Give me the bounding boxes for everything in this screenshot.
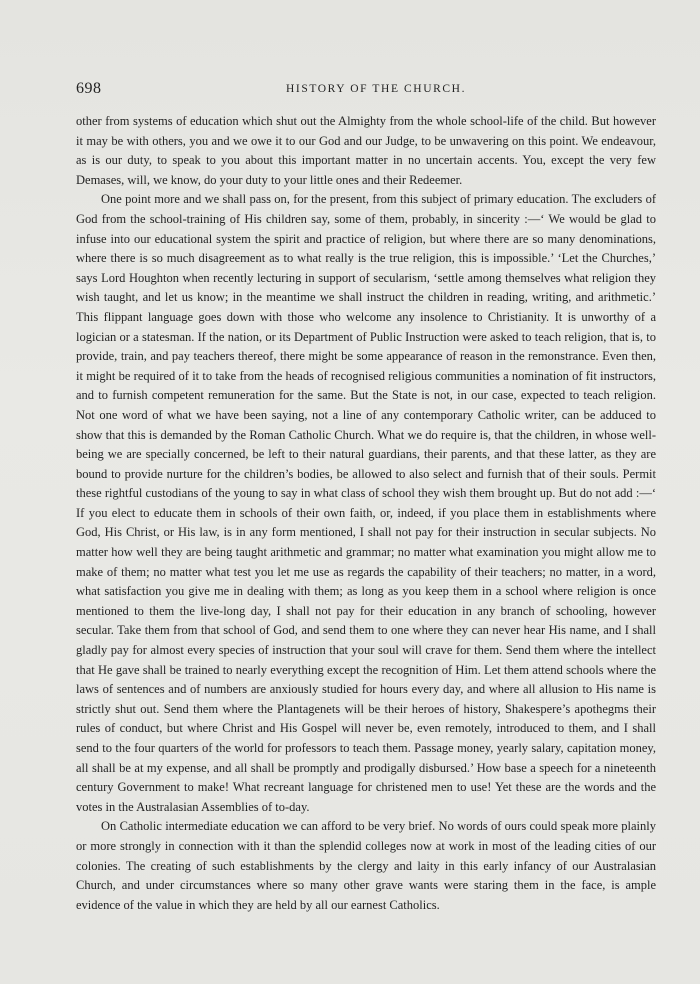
page-number: 698	[76, 80, 102, 97]
body-text	[76, 112, 656, 915]
running-head: HISTORY OF THE CHURCH.	[286, 83, 467, 95]
paragraph-continued: other from systems of education which shut out the Almighty from the whole school-life of the child. But however it may be with others, you and we owe it to our God and our Judge, to be unwavering on this point. We endeavour, as is our duty, to speak to you about this important matter in no uncertain accents. You, except the very few Demases, will, we know, do your duty to your little ones and their Redeemer.	[76, 114, 656, 187]
page-header	[76, 80, 656, 100]
paragraph-intermediate-education: On Catholic intermediate education we can afford to be very brief. No words of ours could speak more plainly or more strongly in connection with it than the splendid colleges now at work in most of the leading cities of our colonies. The creating of such establishments by the clergy and laity in this early infancy of our Australasian Church, and under circumstances where so many other grave wants were staring them in the face, is ample evidence of the value in which they are held by all our earnest Catholics.	[76, 819, 656, 912]
paragraph-primary-education: One point more and we shall pass on, for the present, from this subject of primary education. The excluders of God from the school-training of His children say, some of them, probably, in sincerity :—‘ We would be glad to infuse into our educational system the spirit and practice of religion, but where there are so many denominations, where there is so much disagreement as to what really is the true religion, this is impossible.’ ‘Let the Churches,’ says Lord Houghton when recently lecturing in support of secularism, ‘settle among themselves what religion they wish taught, and let us know; in the meantime we shall instruct the children in reading, writing, and arithmetic.’ This flippant language goes down with those who welcome any insolence to Christianity. It is unworthy of a logician or a statesman. If the nation, or its Department of Public Instruction were asked to teach religion, that is, to provide, train, and pay teachers thereof, there might be some appearance of reason in the remonstrance. Even then, it might be required of it to take from the heads of recognised religious communities a nomination of fit instructors, and to furnish competent remuneration for the same. But the State is not, in our case, expected to teach religion. Not one word of what we have been saying, not a line of any contemporary Catholic writer, can be adduced to show that this is demanded by the Roman Catholic Church. What we do require is, that the children, in whose well-being we are specially concerned, be left to their natural guardians, their parents, and that these latter, as they are bound to provide nurture for the children’s bodies, be allowed to also select and furnish that of their souls. Permit these rightful custodians of the young to say in what class of school they wish them brought up. But do not add :—‘ If you elect to educate them in schools of their own faith, or, indeed, if you place them in establishments where God, His Christ, or His law, is in any form mentioned, I shall not pay for their instruction in secular subjects. No matter how well they are being taught arithmetic and grammar; no matter what examination you might allow me to make of them; no matter what test you let me use as regards the capability of their teachers; no matter, in a word, what satisfaction you give me in dealing with them; as long as you keep them in a school where religion is once mentioned to them the live-long day, I shall not pay for their education in any branch of schooling, however secular. Take them from that school of God, and send them to one where they can never hear His name, and I shall gladly pay for almost every species of instruction that your soul will crave for them. Send them where the intellect that He gave shall be trained to nearly everything except the recognition of Him. Let them attend schools where the laws of sentences and of numbers are anxiously studied for hours every day, and where all allusion to His name is strictly shut out. Send them where the Plantagenets will be their heroes of history, Shakespere’s apothegms their rules of conduct, but where Christ and His Gospel will never be, even remotely, introduced to them, and I shall send to the four quarters of the world for professors to teach them. Passage money, yearly salary, capitation money, all shall be at my expense, and all shall be promptly and prodigally disbursed.’ How base a speech for a nineteenth century Government to make! What recreant language for christened men to use! Yet these are the words and the votes in the Australasian Assemblies of to-day.	[76, 192, 656, 814]
